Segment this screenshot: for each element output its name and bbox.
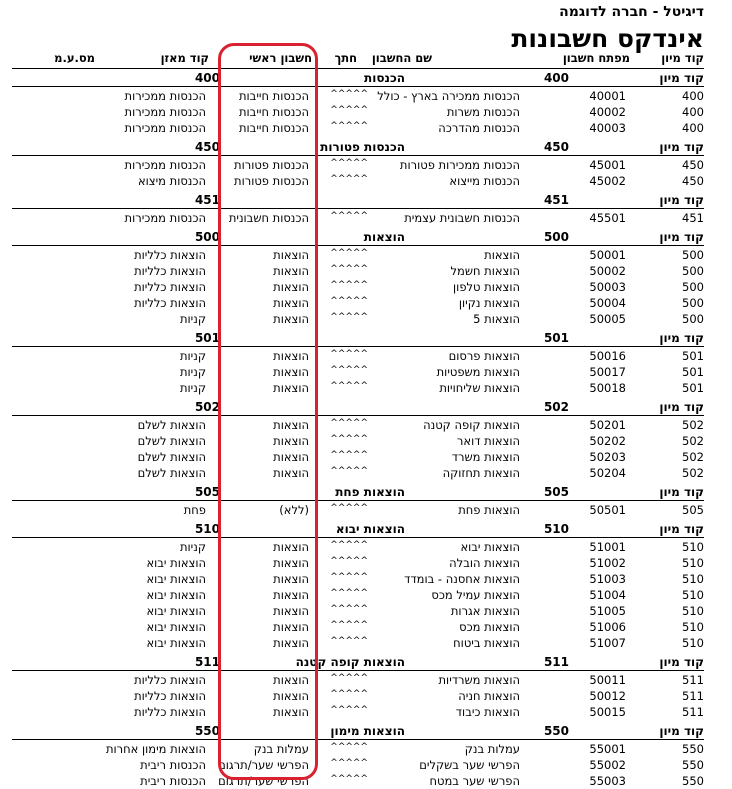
group-header-row — [0, 70, 732, 86]
main-account-column-highlight — [218, 43, 318, 780]
row-main-account: הוצאות — [273, 556, 309, 570]
row-sort-code: 511 — [682, 705, 704, 719]
table-row — [0, 380, 732, 396]
row-balance-name: הוצאות לשלם — [137, 450, 206, 464]
row-account-name: הכנסות ממכירה בארץ - כולל — [377, 89, 520, 103]
row-sort-code: 510 — [682, 556, 704, 570]
row-account-name: הכנסות מייצוא — [449, 174, 520, 188]
row-sort-code: 505 — [682, 503, 704, 517]
row-account-key: 50201 — [589, 418, 626, 432]
row-balance-name: הוצאות כלליות — [134, 673, 206, 687]
row-main-account: הוצאות — [273, 604, 309, 618]
row-balance-name: הכנסות ממכירות — [124, 121, 206, 135]
row-main-account: הוצאות — [273, 434, 309, 448]
row-balance-name: הוצאות כלליות — [134, 248, 206, 262]
row-sort-code: 550 — [682, 758, 704, 772]
row-sort-code: 510 — [682, 540, 704, 554]
group-header-row — [0, 192, 732, 208]
row-main-account: הפרשי שער/תרגום — [218, 758, 309, 772]
row-account-name: הוצאות עמיל מכס — [431, 588, 520, 602]
row-account-key: 40003 — [589, 121, 626, 135]
row-account-name: הוצאות יבוא — [460, 540, 520, 554]
row-balance-name: פחת — [183, 503, 206, 517]
row-account-name: הפרשי שער בשקלים — [419, 758, 520, 772]
row-account-key: 51004 — [589, 588, 626, 602]
row-account-key: 50016 — [589, 349, 626, 363]
row-sort-code: 450 — [682, 158, 704, 172]
row-sort-code: 500 — [682, 264, 704, 278]
row-main-account: הוצאות — [273, 689, 309, 703]
row-cut: ^^^^^ — [330, 705, 368, 715]
row-sort-code: 501 — [682, 381, 704, 395]
row-account-key: 50202 — [589, 434, 626, 448]
row-cut: ^^^^^ — [330, 121, 368, 131]
row-balance-name: הכנסות ממכירות — [124, 158, 206, 172]
row-account-name: הוצאות ביטוח — [453, 636, 520, 650]
row-main-account: הוצאות — [273, 705, 309, 719]
row-account-name: הוצאות — [484, 248, 520, 262]
row-account-key: 50012 — [589, 689, 626, 703]
row-account-name: הכנסות ממכירות פטורות — [399, 158, 520, 172]
row-account-key: 40001 — [589, 89, 626, 103]
group-balance-code: 450 — [194, 140, 220, 154]
row-main-account: הוצאות — [273, 280, 309, 294]
group-code: 505 — [543, 485, 569, 499]
row-balance-name: הוצאות יבוא — [146, 620, 206, 634]
group-sort-label: קוד מיון — [659, 193, 704, 207]
group-code: 501 — [543, 331, 569, 345]
row-sort-code: 502 — [682, 466, 704, 480]
header-vat: מס.ע.מ — [54, 51, 95, 65]
company-name: דיגיטל - חברה לדוגמה — [559, 4, 704, 20]
row-account-key: 51001 — [589, 540, 626, 554]
row-main-account: הוצאות — [273, 588, 309, 602]
table-row — [0, 465, 732, 481]
row-cut: ^^^^^ — [330, 105, 368, 115]
row-main-account: הכנסות חייבות — [238, 89, 309, 103]
row-account-name: הוצאות חשמל — [450, 264, 520, 278]
row-account-name: הוצאות משרד — [451, 450, 520, 464]
row-main-account: הוצאות — [273, 418, 309, 432]
row-main-account: הכנסות חשבונית — [228, 211, 309, 225]
group-name: הוצאות מימון — [330, 724, 405, 738]
group-header-row — [0, 139, 732, 155]
row-account-name: הוצאות כיבוד — [455, 705, 520, 719]
table-row — [0, 502, 732, 518]
row-sort-code: 550 — [682, 774, 704, 788]
row-main-account: הוצאות — [273, 264, 309, 278]
row-balance-name: הוצאות לשלם — [137, 418, 206, 432]
row-account-key: 50004 — [589, 296, 626, 310]
row-account-name: הוצאות מכס — [459, 620, 520, 634]
row-account-key: 50501 — [589, 503, 626, 517]
row-account-key: 50203 — [589, 450, 626, 464]
row-account-name: הכנסות משרות — [446, 105, 520, 119]
row-account-name: הוצאות משפטיות — [436, 365, 520, 379]
row-cut: ^^^^^ — [330, 211, 368, 221]
row-cut: ^^^^^ — [330, 349, 368, 359]
table-row — [0, 173, 732, 189]
group-sort-label: קוד מיון — [659, 522, 704, 536]
row-account-key: 51003 — [589, 572, 626, 586]
row-main-account: הוצאות — [273, 349, 309, 363]
row-sort-code: 510 — [682, 604, 704, 618]
group-header-row — [0, 484, 732, 500]
row-account-name: הכנסות חשבונית עצמית — [404, 211, 520, 225]
row-main-account: הוצאות — [273, 450, 309, 464]
row-cut: ^^^^^ — [330, 774, 368, 784]
group-sort-label: קוד מיון — [659, 71, 704, 85]
row-account-key: 50001 — [589, 248, 626, 262]
row-main-account: הוצאות — [273, 381, 309, 395]
row-account-key: 50017 — [589, 365, 626, 379]
row-account-name: הוצאות שליחויות — [439, 381, 520, 395]
group-code: 510 — [543, 522, 569, 536]
row-balance-name: הוצאות מימון אחרות — [105, 742, 206, 756]
row-account-name: הוצאות טלפון — [453, 280, 520, 294]
row-main-account: הכנסות פטורות — [234, 174, 309, 188]
group-name: הכנסות פטורות — [320, 140, 405, 154]
group-balance-code: 510 — [194, 522, 220, 536]
row-balance-name: הכנסות ממכירות — [124, 105, 206, 119]
row-sort-code: 501 — [682, 349, 704, 363]
row-main-account: הוצאות — [273, 296, 309, 310]
row-sort-code: 511 — [682, 689, 704, 703]
row-cut: ^^^^^ — [330, 556, 368, 566]
row-sort-code: 500 — [682, 248, 704, 262]
row-main-account: הכנסות חייבות — [238, 121, 309, 135]
row-account-name: הוצאות פחת — [458, 503, 520, 517]
row-balance-name: הכנסות ממכירות — [124, 89, 206, 103]
group-sort-label: קוד מיון — [659, 400, 704, 414]
row-account-key: 50018 — [589, 381, 626, 395]
row-cut: ^^^^^ — [330, 434, 368, 444]
header-account-key: מפתח חשבון — [562, 51, 630, 65]
row-sort-code: 502 — [682, 450, 704, 464]
group-balance-code: 502 — [194, 400, 220, 414]
column-header-row — [0, 48, 732, 68]
row-main-account: הוצאות — [273, 466, 309, 480]
row-cut: ^^^^^ — [330, 503, 368, 513]
group-name: הוצאות קופה קטנה — [295, 655, 405, 669]
group-name: הוצאות — [363, 230, 405, 244]
row-main-account: הוצאות — [273, 572, 309, 586]
row-balance-name: הכנסות ריבית — [140, 774, 206, 788]
row-cut: ^^^^^ — [330, 248, 368, 258]
table-row — [0, 704, 732, 720]
row-sort-code: 550 — [682, 742, 704, 756]
row-sort-code: 511 — [682, 673, 704, 687]
row-balance-name: הכנסות מיצוא — [137, 174, 206, 188]
row-cut: ^^^^^ — [330, 620, 368, 630]
row-account-name: הוצאות הובלה — [449, 556, 520, 570]
row-account-key: 55001 — [589, 742, 626, 756]
row-balance-name: הוצאות כלליות — [134, 280, 206, 294]
row-account-key: 55002 — [589, 758, 626, 772]
row-account-name: עמלות בנק — [464, 742, 520, 756]
row-main-account: (ללא) — [279, 503, 309, 517]
row-cut: ^^^^^ — [330, 466, 368, 476]
row-main-account: הוצאות — [273, 620, 309, 634]
row-main-account: הפרשי שער/תרגום — [218, 774, 309, 788]
row-sort-code: 510 — [682, 588, 704, 602]
row-cut: ^^^^^ — [330, 89, 368, 99]
row-balance-name: הוצאות כלליות — [134, 264, 206, 278]
row-cut: ^^^^^ — [330, 540, 368, 550]
row-account-name: הוצאות 5 — [473, 312, 520, 326]
row-account-name: הוצאות דואר — [456, 434, 520, 448]
group-header-row — [0, 330, 732, 346]
row-account-name: הוצאות פרסום — [448, 349, 520, 363]
row-cut: ^^^^^ — [330, 264, 368, 274]
row-account-key: 50015 — [589, 705, 626, 719]
row-sort-code: 501 — [682, 365, 704, 379]
row-balance-name: הוצאות יבוא — [146, 556, 206, 570]
row-account-name: הוצאות קופה קטנה — [423, 418, 520, 432]
row-sort-code: 500 — [682, 296, 704, 310]
row-cut: ^^^^^ — [330, 742, 368, 752]
group-code: 451 — [543, 193, 569, 207]
row-account-key: 45002 — [589, 174, 626, 188]
row-balance-name: הוצאות כלליות — [134, 705, 206, 719]
row-account-name: הוצאות חניה — [458, 689, 520, 703]
row-cut: ^^^^^ — [330, 312, 368, 322]
row-account-key: 45501 — [589, 211, 626, 225]
row-sort-code: 451 — [682, 211, 704, 225]
group-sort-label: קוד מיון — [659, 655, 704, 669]
row-main-account: הוצאות — [273, 540, 309, 554]
row-cut: ^^^^^ — [330, 673, 368, 683]
row-account-key: 40002 — [589, 105, 626, 119]
row-account-name: הוצאות משרדיות — [438, 673, 520, 687]
row-balance-name: קניות — [179, 365, 206, 379]
row-cut: ^^^^^ — [330, 572, 368, 582]
row-main-account: עמלות בנק — [253, 742, 309, 756]
row-account-key: 55003 — [589, 774, 626, 788]
row-cut: ^^^^^ — [330, 636, 368, 646]
group-code: 550 — [543, 724, 569, 738]
row-balance-name: הוצאות לשלם — [137, 434, 206, 448]
group-name: הוצאות פחת — [335, 485, 405, 499]
group-balance-code: 500 — [194, 230, 220, 244]
group-balance-code: 501 — [194, 331, 220, 345]
header-account-name: שם החשבון — [371, 51, 432, 65]
row-account-key: 51007 — [589, 636, 626, 650]
row-balance-name: קניות — [179, 540, 206, 554]
row-balance-name: קניות — [179, 381, 206, 395]
table-row — [0, 635, 732, 651]
row-balance-name: הוצאות יבוא — [146, 636, 206, 650]
row-balance-name: קניות — [179, 349, 206, 363]
row-account-name: הוצאות אחסנה - בומדד — [404, 572, 520, 586]
header-cut: חתך — [334, 51, 357, 65]
group-sort-label: קוד מיון — [659, 140, 704, 154]
table-row — [0, 311, 732, 327]
group-header-row — [0, 521, 732, 537]
row-balance-name: הוצאות יבוא — [146, 572, 206, 586]
group-header-row — [0, 229, 732, 245]
table-row — [0, 120, 732, 136]
header-rule — [12, 68, 704, 69]
row-account-key: 50204 — [589, 466, 626, 480]
row-account-key: 50011 — [589, 673, 626, 687]
group-name: הוצאות יבוא — [335, 522, 405, 536]
row-cut: ^^^^^ — [330, 158, 368, 168]
group-sort-label: קוד מיון — [659, 331, 704, 345]
row-cut: ^^^^^ — [330, 365, 368, 375]
row-sort-code: 502 — [682, 434, 704, 448]
row-account-key: 51002 — [589, 556, 626, 570]
group-balance-code: 550 — [194, 724, 220, 738]
row-account-key: 51005 — [589, 604, 626, 618]
row-account-key: 45001 — [589, 158, 626, 172]
row-balance-name: הוצאות יבוא — [146, 588, 206, 602]
group-sort-label: קוד מיון — [659, 724, 704, 738]
group-balance-code: 511 — [194, 655, 220, 669]
row-cut: ^^^^^ — [330, 588, 368, 598]
table-row — [0, 210, 732, 226]
row-balance-name: הוצאות לשלם — [137, 466, 206, 480]
row-account-name: הוצאות תחזוקה — [442, 466, 520, 480]
row-sort-code: 510 — [682, 636, 704, 650]
group-header-row — [0, 399, 732, 415]
row-balance-name: הוצאות כלליות — [134, 296, 206, 310]
group-balance-code: 400 — [194, 71, 220, 85]
row-sort-code: 510 — [682, 572, 704, 586]
row-cut: ^^^^^ — [330, 174, 368, 184]
row-sort-code: 510 — [682, 620, 704, 634]
group-sort-label: קוד מיון — [659, 230, 704, 244]
header-balance-code: קוד מאזן — [160, 51, 209, 65]
row-cut: ^^^^^ — [330, 689, 368, 699]
group-balance-code: 451 — [194, 193, 220, 207]
row-account-name: הוצאות נקיון — [458, 296, 520, 310]
row-sort-code: 500 — [682, 312, 704, 326]
row-sort-code: 450 — [682, 174, 704, 188]
group-header-row — [0, 723, 732, 739]
row-sort-code: 400 — [682, 121, 704, 135]
row-cut: ^^^^^ — [330, 450, 368, 460]
row-cut: ^^^^^ — [330, 418, 368, 428]
row-main-account: הכנסות פטורות — [234, 158, 309, 172]
row-main-account: הוצאות — [273, 636, 309, 650]
row-balance-name: הכנסות ריבית — [140, 758, 206, 772]
group-sort-label: קוד מיון — [659, 485, 704, 499]
row-sort-code: 502 — [682, 418, 704, 432]
row-main-account: הכנסות חייבות — [238, 105, 309, 119]
row-account-key: 50005 — [589, 312, 626, 326]
row-balance-name: הכנסות ממכירות — [124, 211, 206, 225]
row-cut: ^^^^^ — [330, 604, 368, 614]
row-account-key: 51006 — [589, 620, 626, 634]
row-account-name: הוצאות אגרות — [450, 604, 520, 618]
row-balance-name: הוצאות יבוא — [146, 604, 206, 618]
group-balance-code: 505 — [194, 485, 220, 499]
group-code: 450 — [543, 140, 569, 154]
row-cut: ^^^^^ — [330, 758, 368, 768]
group-code: 511 — [543, 655, 569, 669]
group-header-row — [0, 654, 732, 670]
row-account-name: הפרשי שער במטח — [429, 774, 520, 788]
report-title: אינדקס חשבונות — [511, 24, 704, 53]
row-balance-name: הוצאות כלליות — [134, 689, 206, 703]
row-main-account: הוצאות — [273, 312, 309, 326]
group-code: 400 — [543, 71, 569, 85]
row-account-name: הכנסות מהדרכה — [438, 121, 520, 135]
header-main-account: חשבון ראשי — [249, 51, 312, 65]
row-sort-code: 500 — [682, 280, 704, 294]
row-main-account: הוצאות — [273, 248, 309, 262]
table-row — [0, 773, 732, 789]
row-balance-name: קניות — [179, 312, 206, 326]
row-account-key: 50003 — [589, 280, 626, 294]
row-account-key: 50002 — [589, 264, 626, 278]
group-code: 502 — [543, 400, 569, 414]
row-main-account: הוצאות — [273, 365, 309, 379]
header-sort-code: קוד מיון — [661, 51, 704, 65]
row-sort-code: 400 — [682, 89, 704, 103]
group-code: 500 — [543, 230, 569, 244]
row-main-account: הוצאות — [273, 673, 309, 687]
row-cut: ^^^^^ — [330, 381, 368, 391]
row-sort-code: 400 — [682, 105, 704, 119]
row-cut: ^^^^^ — [330, 296, 368, 306]
group-name: הכנסות — [364, 71, 405, 85]
row-cut: ^^^^^ — [330, 280, 368, 290]
